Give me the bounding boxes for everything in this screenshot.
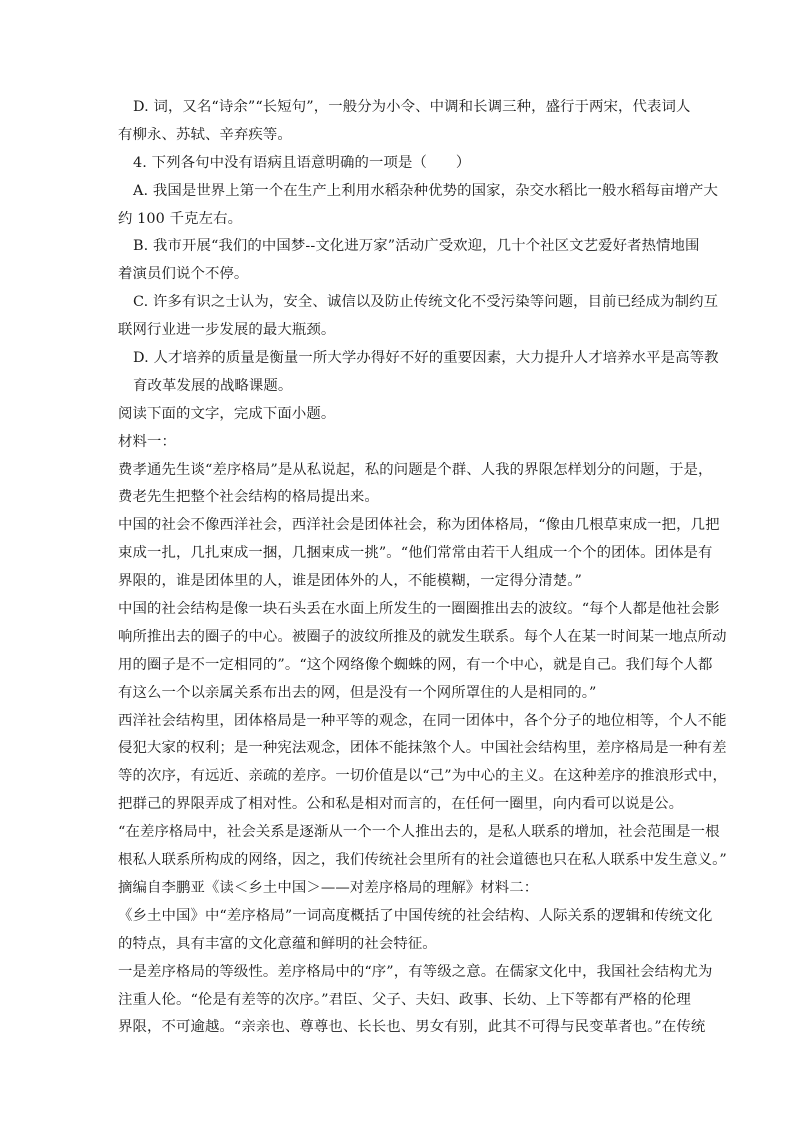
text-line: 中国的社会结构是像一块石头丢在水面上所发生的一圈圈推出去的波纹。“每个人都是他社会影 (118, 601, 720, 618)
text-line: 注重人伦。“伦是有差等的次序。”君臣、父子、夫妇、政事、长幼、上下等都有严格的伦理 (118, 991, 691, 1008)
text-line: 用的圈子是不一定相同的”。“这个网络像个蜘蛛的网，有一个中心，就是自己。我们每个人都 (118, 656, 713, 673)
text-line: 费孝通先生谈“差序格局”是从私说起，私的问题是个群、人我的界限怎样划分的问题，于是， (118, 461, 713, 478)
text-line: 界限，不可逾越。“亲亲也、尊尊也、长长也、男女有别，此其不可得与民变革者也。”在传统 (118, 1019, 706, 1036)
text-line: 响所推出去的圈子的中心。被圈子的波纹所推及的就发生联系。每个人在某一时间某一地点所动 (118, 628, 727, 645)
text-line: A. 我国是世界上第一个在生产上利用水稻杂种优势的国家，杂交水稻比一般水稻每亩增产大 (133, 182, 718, 199)
text-line: 西洋社会结构里，团体格局是一种平等的观念，在同一团体中，各个分子的地位相等，个人不能 (118, 712, 727, 729)
text-line: 界限的，谁是团体里的人，谁是团体外的人，不能模糊，一定得分清楚。” (118, 573, 582, 590)
text-line: “在差序格局中，社会关系是逐渐从一个一个人推出去的，是私人联系的增加，社会范围是一根 (118, 824, 720, 841)
text-line: 中国的社会不像西洋社会，西洋社会是团体社会，称为团体格局，“像由几根草束成一把，几把 (118, 517, 720, 534)
text-line: 4. 下列各句中没有语病且语意明确的一项是（ ） (133, 154, 471, 171)
text-line: 束成一扎，几扎束成一捆，几捆束成一挑”。“他们常常由若干人组成一个个的团体。团体是有 (118, 545, 713, 562)
text-line: B. 我市开展“我们的中国梦--文化进万家”活动广受欢迎，几十个社区文艺爱好者热情地围 (133, 238, 700, 255)
text-line: 等的次序，有远近、亲疏的差序。一切价值是以“己”为中心的主义。在这种差序的推浪形式中， (118, 768, 728, 785)
text-line: 费老先生把整个社会结构的格局提出来。 (118, 489, 379, 506)
text-line: 有柳永、苏轼、辛弃疾等。 (118, 126, 292, 143)
text-line: 着演员们说个不停。 (118, 266, 249, 283)
text-line: 一是差序格局的等级性。差序格局中的“序”，有等级之意。在儒家文化中，我国社会结构尤为 (118, 963, 713, 980)
text-line: 阅读下面的文字，完成下面小题。 (118, 405, 336, 422)
text-line: 联网行业进一步发展的最大瓶颈。 (118, 322, 336, 339)
document-page (118, 94, 728, 1042)
text-line: 《乡土中国》中“差序格局”一词高度概括了中国传统的社会结构、人际关系的逻辑和传统文化 (118, 907, 713, 924)
text-line: C. 许多有识之士认为，安全、诚信以及防止传统文化不受污染等问题，目前已经成为制约互 (133, 294, 719, 311)
text-line: 把群己的界限弄成了相对性。公和私是相对而言的，在任何一圈里，向内看可以说是公。 (118, 796, 684, 813)
text-line: 的特点，具有丰富的文化意蕴和鲜明的社会特征。 (118, 935, 437, 952)
text-line: 育改革发展的战略课题。 (133, 377, 293, 394)
text-line: 摘编自李鹏亚《读＜乡土中国＞——对差序格局的理解》材料二： (118, 879, 539, 896)
text-line: D. 词，又名“诗余”“长短句”，一般分为小令、中调和长调三种，盛行于两宋，代表词人 (133, 99, 691, 115)
text-line: 根私人联系所构成的网络，因之，我们传统社会里所有的社会道德也只在私人联系中发生意义。” (118, 852, 727, 869)
text-line: 有这么一个以亲属关系布出去的网，但是没有一个网所罩住的人是相同的。” (118, 684, 597, 701)
text-line: 约 100 千克左右。 (118, 210, 243, 227)
text-line: D. 人才培养的质量是衡量一所大学办得好不好的重要因素，大力提升人才培养水平是高等教 (133, 350, 719, 367)
text-line: 侵犯大家的权利；是一种宪法观念，团体不能抹煞个人。中国社会结构里，差序格局是一种有差 (118, 740, 727, 757)
text-line: 材料一： (118, 433, 176, 450)
